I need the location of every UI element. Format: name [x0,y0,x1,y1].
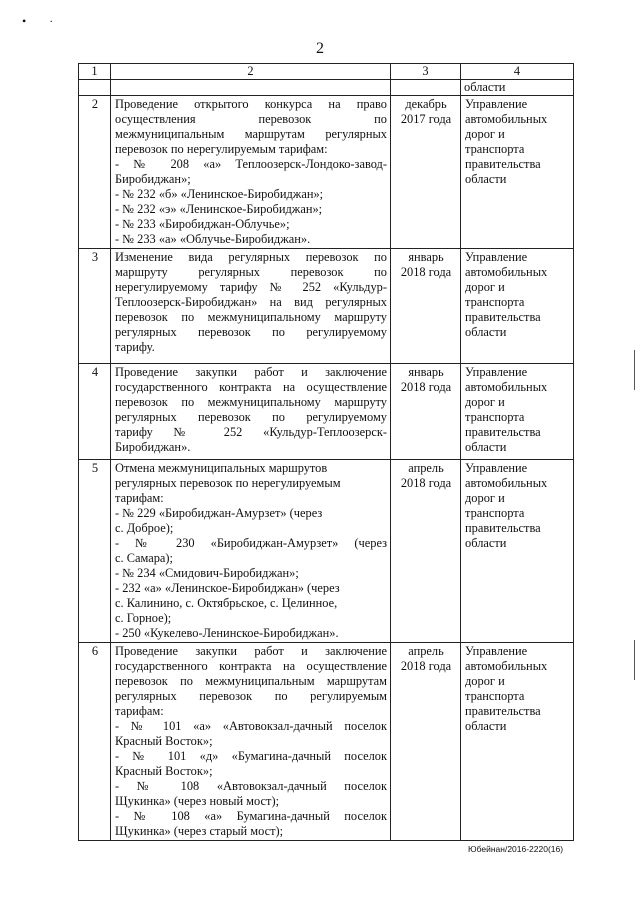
responsible-line: дорог и [465,674,505,688]
deadline [391,364,461,460]
text-line: перевозок по межмуниципальному маршруту [115,395,387,409]
text-line: - № 101 «д» «Бумагина-дачный поселок [115,749,387,763]
responsible [461,460,574,643]
responsible-line: автомобильных [465,265,548,279]
responsible-line: Управление [465,365,528,379]
text-line: регулярных перевозок по регулируемым [115,689,387,703]
deadline-line: 2018 года [400,476,452,490]
text-line: - № 208 «а» Теплоозерск-Лондоко-завод- [115,157,387,171]
responsible-line: области [465,440,507,454]
text-line: перевозок по нерегулируемым тарифам: [115,142,328,156]
responsible-line: транспорта [465,410,525,424]
row-number: 6 [79,643,111,841]
text-line: - № 233 «Биробиджан-Облучье»; [115,217,290,231]
table-row [79,249,574,364]
text-line: - № 108 «Автовокзал-дачный поселок [115,779,387,793]
deadline-line: январь [408,250,444,264]
column-header: 4 [461,64,574,80]
row-number: 2 [79,96,111,249]
responsible [461,249,574,364]
responsible-line: дорог и [465,127,505,141]
deadline [391,643,461,841]
deadline [391,96,461,249]
responsible-line: Управление [465,250,528,264]
text-line: с. Калинино, с. Октябрьское, с. Целинное, [115,596,338,610]
scan-edge-mark [634,640,635,680]
text-line: нерегулируемому тарифу № 252 «Кульдур- [115,280,387,294]
text-line: регулярных перевозок по регулируемому [115,325,387,339]
text-line: Биробиджан». [115,440,191,454]
responsible-line: автомобильных [465,659,548,673]
responsible-line: автомобильных [465,112,548,126]
responsible-line: дорог и [465,491,505,505]
responsible-line: области [465,719,507,733]
column-header: 3 [391,64,461,80]
table-row [79,643,574,841]
page-number: 2 [316,40,324,57]
text-line: Красный Восток»; [115,734,213,748]
row-number: 5 [79,460,111,643]
responsible-line: автомобильных [465,380,548,394]
row-number [79,80,111,96]
text-line: - № 230 «Биробиджан-Амурзет» (через [115,536,387,550]
deadline-line: 2018 года [400,265,452,279]
text-line: тарифу. [115,340,155,354]
text-line: - № 232 «э» «Ленинское-Биробиджан»; [115,202,323,216]
deadline-line: январь [408,365,444,379]
responsible: области [461,80,574,96]
measure-text [111,460,391,643]
text-line: Проведение закупки работ и заключение [115,644,387,658]
responsible-line: правительства [465,310,541,324]
text-line: Биробиджан»; [115,172,191,186]
text-line: осуществления перевозок по [115,112,387,126]
text-line: тарифам: [115,704,164,718]
text-line: - № 234 «Смидович-Биробиджан»; [115,566,299,580]
text-line: тарифу № 252 «Кульдур-Теплоозерск- [115,425,387,439]
text-line: - № 229 «Биробиджан-Амурзет» (через [115,506,323,520]
deadline-line: 2018 года [400,659,452,673]
row-number: 3 [79,249,111,364]
responsible-line: транспорта [465,689,525,703]
text-line: перевозок по межмуниципальному маршруту [115,310,387,324]
text-line: тарифам: [115,491,164,505]
deadline-line: апрель [408,644,444,658]
continuation-row [79,80,574,96]
responsible-line: Управление [465,461,528,475]
text-line: с. Самара); [115,551,173,565]
text-line: Проведение закупки работ и заключение [115,365,387,379]
deadline-line: апрель [408,461,444,475]
responsible-line: области [465,325,507,339]
responsible-line: Управление [465,97,528,111]
text-line: перевозок по межмуниципальным маршрутам [115,674,387,688]
text-line: государственного контракта на осуществление [115,380,387,394]
responsible-line: правительства [465,704,541,718]
text-line: - № 101 «а» «Автовокзал-дачный поселок [115,719,387,733]
responsible-line: правительства [465,425,541,439]
responsible-line: транспорта [465,142,525,156]
text-line: Щукинка» (через новый мост); [115,794,280,808]
text-line: - № 233 «а» «Облучье-Биробиджан». [115,232,311,246]
responsible-line: правительства [465,521,541,535]
text-line: Теплоозерск-Биробиджан» на вид регулярных [115,295,387,309]
table-row [79,96,574,249]
responsible-line: области [465,536,507,550]
text-line: Красный Восток»; [115,764,213,778]
responsible-line: транспорта [465,295,525,309]
text-line: Щукинка» (через старый мост); [115,824,284,838]
text-line: Отмена межмуниципальных маршрутов [115,461,328,475]
table-row [79,460,574,643]
text-line: регулярных перевозок по регулируемому [115,410,387,424]
deadline-line: 2018 года [400,380,452,394]
measure-text [111,80,391,96]
measure-text [111,96,391,249]
scan-edge-mark [634,350,635,390]
text-line: - 232 «а» «Ленинское-Биробиджан» (через [115,581,340,595]
deadline-line: 2017 года [400,112,452,126]
text-line: - № 232 «б» «Ленинское-Биробиджан»; [115,187,324,201]
row-number: 4 [79,364,111,460]
table-row [79,364,574,460]
column-header: 2 [111,64,391,80]
text-line: регулярных перевозок по нерегулируемым [115,476,341,490]
responsible-line: дорог и [465,280,505,294]
responsible [461,96,574,249]
corner-marks: • · [22,14,64,28]
text-line: маршруту регулярных перевозок по [115,265,387,279]
deadline-line: декабрь [405,97,447,111]
text-line: Изменение вида регулярных перевозок по [115,250,387,264]
text-line: с. Горное); [115,611,172,625]
text-line: межмуниципальным маршрутам регулярных [115,127,387,141]
responsible-line: области [465,172,507,186]
responsible-line: транспорта [465,506,525,520]
document-id: Юбейнан/2016-2220(16) [468,844,564,854]
text-line: - № 108 «а» Бумагина-дачный поселок [115,809,387,823]
responsible-line: правительства [465,157,541,171]
measure-text [111,643,391,841]
measure-text [111,249,391,364]
deadline [391,80,461,96]
text-line: - 250 «Кукелево-Ленинское-Биробиджан». [115,626,339,640]
responsible-line: автомобильных [465,476,548,490]
responsible [461,643,574,841]
measures-table [78,63,574,841]
column-header: 1 [79,64,111,80]
measure-text [111,364,391,460]
responsible [461,364,574,460]
responsible-line: Управление [465,644,528,658]
responsible-line: дорог и [465,395,505,409]
text-line: государственного контракта на осуществление [115,659,387,673]
table-header-row [79,64,574,80]
text-line: с. Доброе); [115,521,174,535]
deadline [391,460,461,643]
text-line: Проведение открытого конкурса на право [115,97,387,111]
deadline [391,249,461,364]
